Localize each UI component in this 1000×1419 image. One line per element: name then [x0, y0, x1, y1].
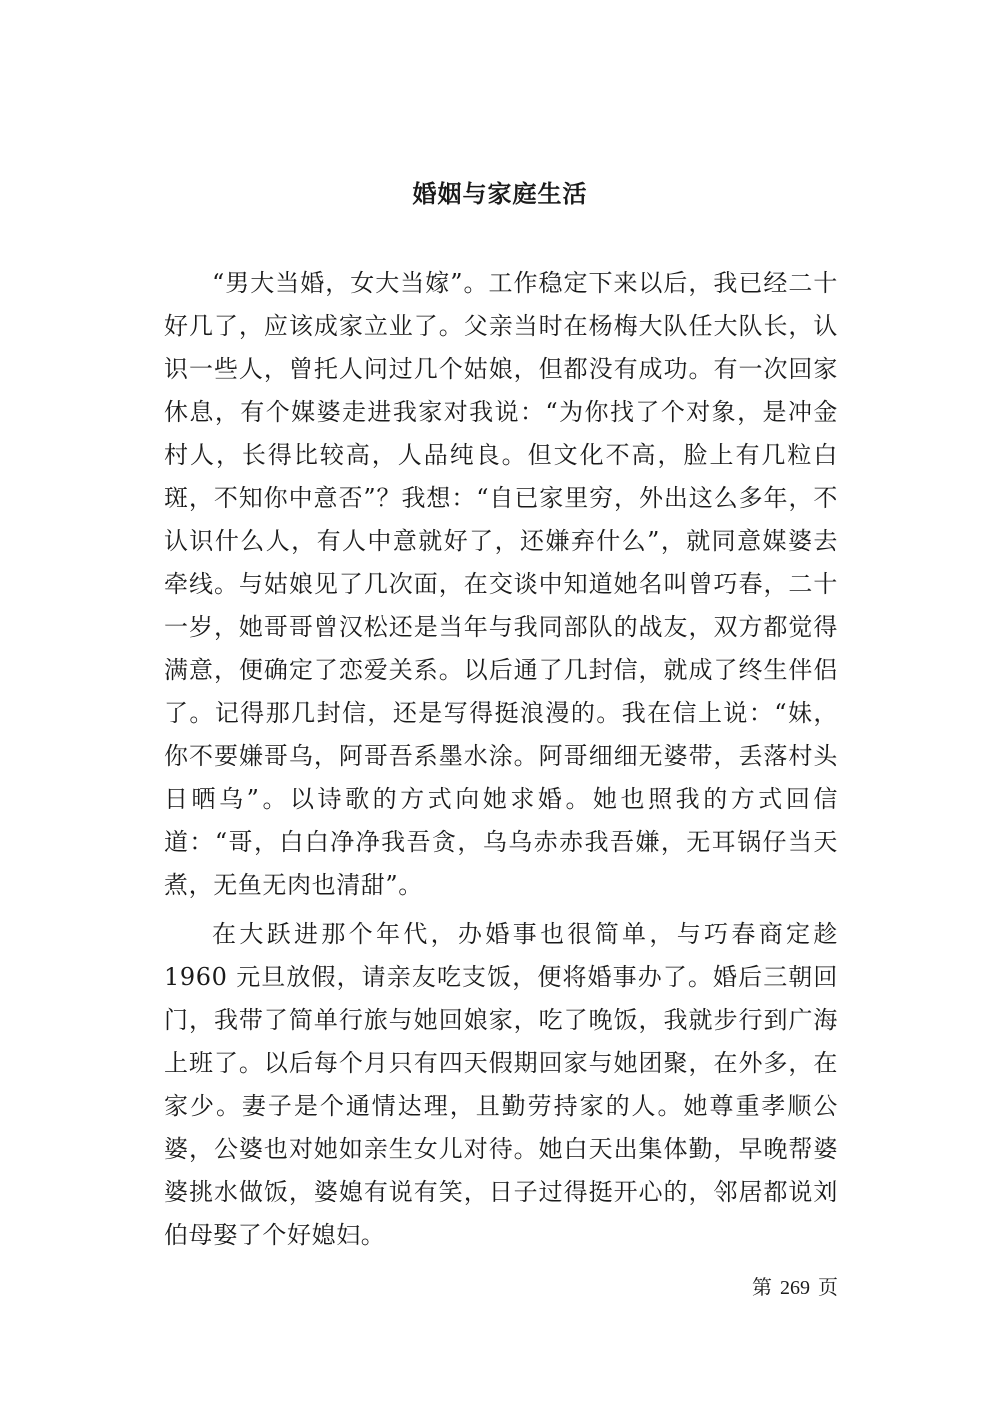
body-text	[164, 262, 838, 1257]
chapter-title: 婚姻与家庭生活	[412, 180, 588, 208]
page-number-suffix: 页	[818, 1275, 838, 1299]
page-number-prefix: 第	[752, 1275, 772, 1299]
paragraph-2: 在大跃进那个年代，办婚事也很简单，与巧春商定趁 1960 元旦放假，请亲友吃支饭，便将婚事办了。婚后三朝回门，我带了简单行旅与她回娘家，吃了晚饭，我就步行到广海上班了。以后每个月只有四天假期回家与她团聚，在外多，在家少。妻子是个通情达理，且勤劳持家的人。她尊重孝顺公婆，公婆也对她如亲生女儿对待。她白天出集体勤，早晚帮婆婆挑水做饭，婆媳有说有笑，日子过得挺开心的，邻居都说刘伯母娶了个好媳妇。	[164, 920, 838, 1249]
page-number-value: 269	[780, 1277, 810, 1299]
paragraph-1: “男大当婚，女大当嫁”。工作稳定下来以后，我已经二十好几了，应该成家立业了。父亲当时在杨梅大队任大队长，认识一些人，曾托人问过几个姑娘，但都没有成功。有一次回家休息，有个媒婆走进我家对我说：“为你找了个对象，是冲金村人，长得比较高，人品纯良。但文化不高，脸上有几粒白斑，不知你中意否”？我想：“自已家里穷，外出这么多年，不认识什么人，有人中意就好了，还嫌弃什么”，就同意媒婆去牵线。与姑娘见了几次面，在交谈中知道她名叫曾巧春，二十一岁，她哥哥曾汉松还是当年与我同部队的战友，双方都觉得满意，便确定了恋爱关系。以后通了几封信，就成了终生伴侣了。记得那几封信，还是写得挺浪漫的。我在信上说：“妹，你不要嫌哥乌，阿哥吾系墨水涂。阿哥细细无婆带，丢落村头日晒乌”。以诗歌的方式向她求婚。她也照我的方式回信道：“哥，白白净净我吾贪，乌乌赤赤我吾嫌，无耳锅仔当天煮，无鱼无肉也清甜”。	[164, 269, 838, 899]
page-number	[738, 1272, 838, 1303]
